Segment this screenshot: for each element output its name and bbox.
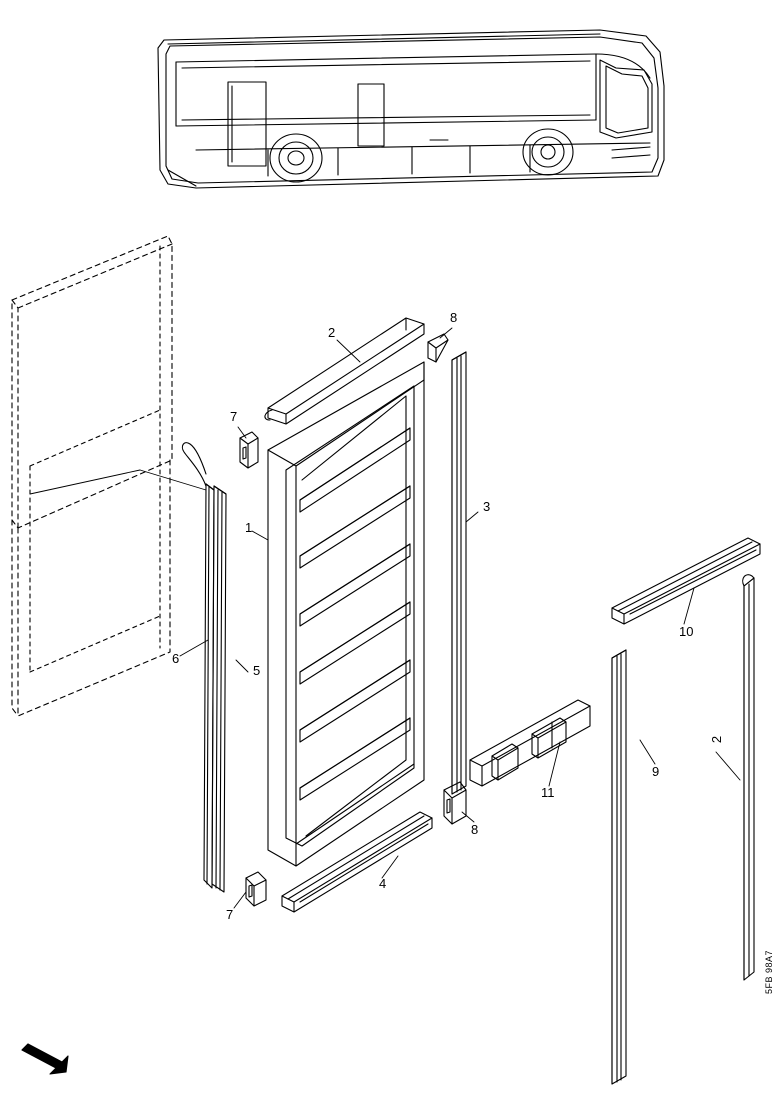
part-3-right-vertical-post [452, 352, 466, 794]
part-10-angled-rail [612, 538, 760, 624]
part-9-long-trim-strip [612, 650, 626, 1084]
callout-9: 9 [652, 764, 660, 779]
callout-8-upper: 8 [450, 310, 458, 325]
bus-side-elevation-drawing [158, 30, 664, 188]
callout-10: 10 [679, 624, 694, 639]
callout-7-lower: 7 [226, 907, 234, 922]
part-2-upper-rail-seal [265, 318, 424, 424]
callout-6: 6 [172, 651, 180, 666]
callout-8-lower: 8 [471, 822, 479, 837]
callout-5: 5 [253, 663, 261, 678]
part-7-lower-bracket [246, 872, 266, 906]
part-11-handle-plate [470, 700, 590, 786]
callout-2: 2 [328, 325, 336, 340]
ghost-door-panel [12, 236, 172, 716]
callout-4: 4 [379, 876, 387, 891]
part-1-door-frame [268, 362, 424, 866]
callout-7-upper: 7 [230, 409, 238, 424]
callout-3: 3 [483, 499, 491, 514]
part-8-upper-stop-wedge [428, 334, 448, 362]
callout-2-right: 2 [709, 735, 725, 744]
part-5-left-vertical-profile [212, 486, 226, 892]
part-6-seal-strip [182, 443, 214, 888]
sheet-code: 5FB 98A7 [764, 950, 774, 995]
direction-of-travel-arrow [22, 1044, 68, 1074]
part-7-upper-bracket [240, 432, 258, 468]
part-4-lower-guide-rail [282, 812, 432, 912]
callout-11: 11 [541, 785, 555, 800]
callout-1: 1 [245, 520, 253, 535]
part-2-right-edge-profile [743, 575, 754, 980]
